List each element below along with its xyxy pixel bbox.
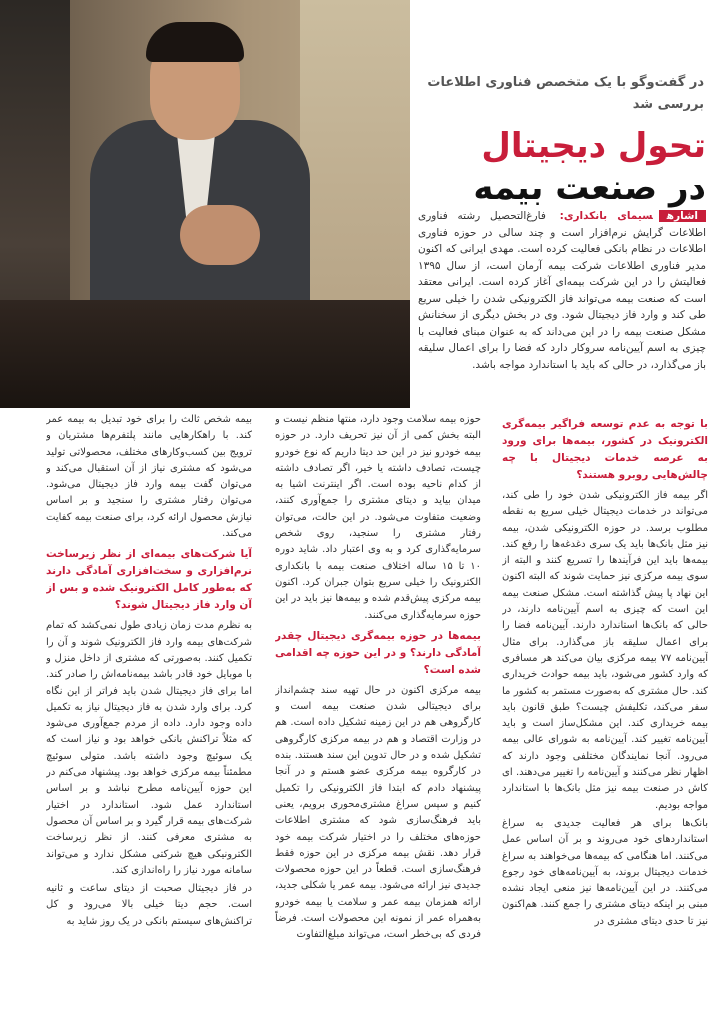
interviewee-photo [0,0,410,408]
desk [0,300,410,408]
clasped-hands [180,205,260,265]
column-middle [275,412,481,1012]
intro-author: سیمای بانکداری: [559,210,653,222]
article-subtitle: در گفت‌وگو با یک متخصص فناوری اطلاعات بررسی شد [427,75,704,112]
answer-paragraph: بانک‌ها برای هر فعالیت جدیدی به سراغ استانداردهای خود می‌روند و بر آن اساس عمل می‌کنند. اما هنگامی که بیمه‌ها می‌خواهند به سراغ خدمات دیجیتال بروند، به آیین‌نامه‌های خود رجوع می‌کنند. در این آیین‌نامه‌ها نیز منعی ایجاد نشده مبنی بر اینکه دیتای مشتری را جمع کنند. هم‌اکنون نیز تا حدی دیتای مشتری در [502,817,708,927]
question-heading: با توجه به عدم توسعه فراگیر بیمه‌گری الکترونیک در کشور، بیمه‌ها برای ورود به عرصه خدمات دیجیتال با چه چالش‌هایی روبرو هستند؟ [502,418,708,481]
article-title-line2: در صنعت بیمه [473,168,706,208]
intro-tag: اشاره [659,210,706,222]
answer-paragraph: بیمه مرکزی اکنون در حال تهیه سند چشم‌انداز برای دیجیتالی شدن صنعت بیمه است و کارگروهی هم در این زمینه تشکیل داده است. هم در وزارت اقتصاد و هم در بیمه مرکزی کارگروهی تشکیل شده و در حال تدوین این سند هستند. بنده در کارگروه بیمه مرکزی عضو هستم و در آنجا پیشنهاد دادم که ابتدا فاز الکترونیکی را تکمیل کنیم و سپس سراغ مشتری‌محوری برویم، یعنی باید فرهنگ‌سازی شود که مشتری اطلاعات حوزه‌های مختلف را در اختیار شرکت بیمه خود قرار دهد. نقش بیمه مرکزی در این حوزه فقط فرهنگ‌سازی است. قطعاً در این حوزه محصولات جدیدی نیز ارائه می‌شود. بیمه عمر یا شکلی جدید، ارائه همزمان بیمه عمر و سلامت یا بیمه خودرو به‌همراه عمر از نمونه این محصولات است. فرضاً فردی که بی‌خطر است، می‌تواند مبلغ‌التفاوت [275,684,481,941]
hair [146,22,244,62]
intro-text: فارغ‌التحصیل رشته فناوری اطلاعات گرایش نرم‌افزار است و چند سالی در حوزه فناوری اطلاعات در نظام بانکی فعالیت کرده است. مهدی ایرانی که اکنون مدیر فناوری اطلاعات شرکت بیمه آرمان است، از سال ۱۳۹۵ فعالیتش را در این شرکت بیمه‌ای آغاز کرده است. ایرانی معتقد است که صنعت بیمه می‌تواند فاز الکترونیکی شدن را خیلی سریع طی کند و وارد فاز دیجیتال شود. وی در بخش دیگری از سخنانش مشکل صنعت بیمه را در این می‌داند که به عنوان مبنای فعالیت با چیزی به اسم آیین‌نامه سروکار دارد که فضا را برای اعمال سلیقه باز می‌گذارد، در حالی که باید با استاندارد مواجه باشد. [418,210,706,371]
question-heading: بیمه‌ها در حوزه بیمه‌گری دیجیتال چقدر آمادگی دارند؟ و در این حوزه چه اقدامی شده است؟ [275,629,481,676]
intro-paragraph [418,208,706,406]
answer-paragraph: حوزه بیمه سلامت وجود دارد، منتها منظم نیست و البته بخش کمی از آن نیز تحریف دارد. در حوزه بیمه خودرو نیز در این حد دیتا داریم که نوع خودرو چیست، تصادف داشته یا خیر، اگر تصادف داشته از کدام ناحیه بوده است. اگر اینترنت اشیا به میدان بیاید و دیتای مشتری را جمع‌آوری کنند، وضعیت متفاوت می‌شود. در این حالت، می‌توان رفتار مشتری را سنجید، روی شخص سرمایه‌گذاری کرد و به وی اعتبار داد. شاید دوره ۱۰ تا ۱۵ ساله اختلاف صنعت بیمه با بانکداری الکترونیک را خیلی سریع بتوان جبران کرد. اکنون بیمه مرکزی پیش‌قدم شده و بیمه‌ها نیز باید در این حوزه سرمایه‌گذاری می‌کنند. [275,414,481,621]
column-left [46,412,252,1012]
article-title-line1: تحول دیجیتال [481,126,706,166]
answer-paragraph: در فاز دیجیتال صحبت از دیتای ساعت و ثانیه است. حجم دیتا خیلی بالا می‌رود و کل تراکنش‌های سیستم بانکی در یک روز شاید به [46,883,252,927]
answer-paragraph: به نظرم مدت زمان زیادی طول نمی‌کشد که تمام شرکت‌های بیمه وارد فاز الکترونیک شوند و آن را تکمیل کنند. به‌صورتی که مشتری از داخل منزل و با موبایل خود قادر باشد بیمه‌نامه‌اش را صادر کند. اما برای فاز دیجیتال شدن باید فراتر از این نگاه کرد. برای وارد شدن به فاز دیجیتال نیاز به تکمیل داده وجود دارد. داده از مردم جمع‌آوری می‌شود که مثلاً تراکنش بانکی خواهد بود و نیاز است که یک سوئیچ وجود داشته باشد. متولی سوئیچ مطمئناً بیمه مرکزی خواهد بود. پیشنهاد می‌کنم در این حوزه آیین‌نامه مطرح نباشد و بر اساس استاندارد عمل شود. استاندارد در اختیار شرکت‌های بیمه قرار گیرد و بر اساس آن محصول به مشتری معرفی کنند. از نظر زیرساخت الکترونیکی هیچ شرکتی مشکل ندارد و می‌تواند سامانه مورد نیاز را راه‌اندازی کند. [46,620,252,876]
answer-paragraph: بیمه شخص ثالث را برای خود تبدیل به بیمه عمر کند. با راهکارهایی مانند پلتفرم‌ها مشتریان و ترویج بین کسب‌وکارهای مختلف، محصولاتی تولید می‌شود که مشتری نیاز از آن استقبال می‌کند و می‌توان گفت بیمه وارد فاز دیجیتال می‌شود. می‌توان رفتار مشتری را سنجید و بر اساس نیازش محصول ارائه کرد، برای صنعت بیمه کفایت می‌کند. [46,414,252,540]
column-right [502,412,708,1012]
answer-paragraph: اگر بیمه فاز الکترونیکی شدن خود را طی کند، می‌تواند در خدمات دیجیتال خیلی سریع به نقطه مطلوب برسد. در حوزه الکترونیکی شدن، بیمه نیز مثل بانک‌ها باید یک سری دغدغه‌ها را رفع کند. بیمه‌ها باید این فرآیندها را تسریع کنند و البته از سوی بیمه مرکزی نیز حمایت شوند که البته اکنون این نهاد پا پیش گذاشته است. مشکل صنعت بیمه این است که چیزی به اسم آیین‌نامه دارند، در حالی که بانک‌ها استاندارد دارند. آیین‌نامه فضا را برای اعمال سلیقه باز می‌گذارد. برای مثال آیین‌نامه ۷۷ بیمه مرکزی بیان می‌کند هر مسافری که وارد کشور می‌شود، باید بیمه حوادث خریداری کند. حال مشتری که به‌صورت مستمر به کشور ما سفر می‌کند، تکلیفش چیست؟ طبق قانون باید بیمه خریداری کند. این مشکل‌ساز است و باید آیین‌نامه تغییر کند. آیین‌نامه به شورای عالی بیمه می‌رود. آنجا نمایندگان مختلفی وجود دارند که اظهار نظر می‌کنند و آیین‌نامه را تغییر می‌دهند. ای کاش در صنعت بیمه نیز مثل بانک‌ها با استاندارد مواجه بودیم. [502,490,708,811]
question-heading: آیا شرکت‌های بیمه‌ای از نظر زیرساخت نرم‌افزاری و سخت‌افزاری آمادگی دارند که به‌طور کامل الکترونیک شده و بس از آن وارد فاز دیجیتال شوند؟ [46,548,252,612]
